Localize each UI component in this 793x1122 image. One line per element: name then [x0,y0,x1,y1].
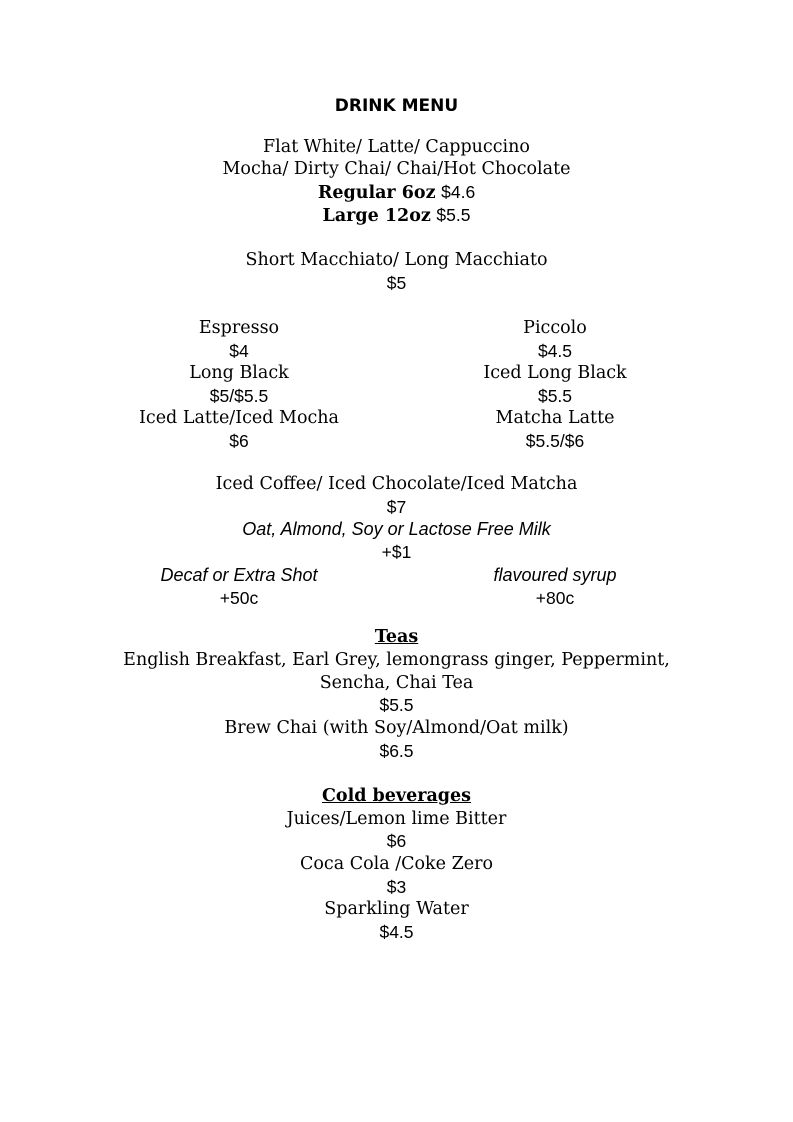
alt-milk-label: Oat, Almond, Soy or Lactose Free Milk [242,519,551,539]
long-black-price: $5/$5.5 [209,386,269,406]
coca-cola-name: Coca Cola /Coke Zero [299,854,493,874]
teas-list-line-2: Sencha, Chai Tea [319,673,474,693]
brew-chai-name: Brew Chai (with Soy/Almond/Oat milk) [224,718,569,738]
syrup-price: +80c [535,588,575,608]
juices-name: Juices/Lemon lime Bitter [286,809,507,829]
regular-size-row [0,181,793,204]
piccolo-name: Piccolo [523,318,587,338]
matcha-latte-price: $5.5/$6 [525,431,585,451]
large-size-row [0,204,793,227]
iced-long-black-price: $5.5 [537,386,573,406]
regular-size-price: $4.6 [441,182,476,202]
iced-drinks-price: $7 [386,497,407,517]
macchiato-name: Short Macchiato/ Long Macchiato [245,250,548,270]
large-size-label: Large 12oz [322,206,431,226]
espresso-name: Espresso [198,318,280,338]
iced-latte-name: Iced Latte/Iced Mocha [138,408,339,428]
iced-latte-price: $6 [229,431,249,451]
coca-cola-price: $3 [386,877,407,897]
page-title: DRINK MENU [334,96,459,116]
sparkling-water-price: $4.5 [379,922,414,942]
regular-size-label: Regular 6oz [317,183,436,203]
iced-long-black-name: Iced Long Black [483,363,627,383]
alt-milk-price: +$1 [381,542,412,562]
teas-price: $5.5 [379,695,414,715]
long-black-name: Long Black [189,363,289,383]
juices-price: $6 [386,831,407,851]
decaf-price: +50c [219,588,259,608]
matcha-latte-name: Matcha Latte [495,408,615,428]
teas-list-line-1: English Breakfast, Earl Grey, lemongrass ginger, Peppermint, [123,650,670,670]
piccolo-price: $4.5 [537,341,573,361]
syrup-label: flavoured syrup [493,565,617,585]
decaf-label: Decaf or Extra Shot [160,565,318,585]
large-size-price: $5.5 [436,205,471,225]
sparkling-water-name: Sparkling Water [324,899,469,919]
cold-beverages-heading: Cold beverages [321,786,472,806]
espresso-price: $4 [229,341,249,361]
teas-heading: Teas [374,627,419,647]
milk-drinks-line-2: Mocha/ Dirty Chai/ Chai/Hot Chocolate [222,159,571,179]
macchiato-price: $5 [386,273,407,293]
iced-drinks-name: Iced Coffee/ Iced Chocolate/Iced Matcha [215,474,578,494]
milk-drinks-line-1: Flat White/ Latte/ Cappuccino [263,137,530,157]
brew-chai-price: $6.5 [379,741,414,761]
